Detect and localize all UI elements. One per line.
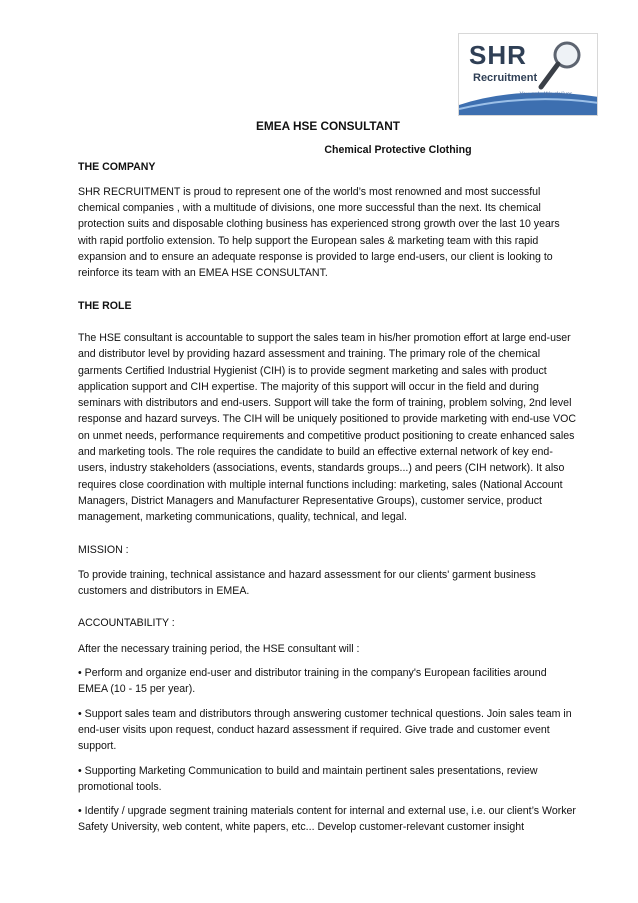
- bullet-item: • Identify / upgrade segment training materials content for internal and external use, i.e. our client’s Worker Safety University, web content, white papers, etc... Develop customer-relevant customer insight: [78, 805, 576, 834]
- document-body: [78, 118, 578, 836]
- logo-brand: SHR: [469, 40, 527, 70]
- document-subtitle: Chemical Protective Clothing: [324, 144, 472, 157]
- company-heading: THE COMPANY: [78, 160, 156, 173]
- mission-heading: MISSION :: [78, 543, 129, 556]
- document-title: EMEA HSE CONSULTANT: [256, 119, 400, 133]
- logo-tagline: You ask. We deliver: [519, 92, 572, 98]
- magnifying-glass-icon: [537, 39, 587, 94]
- role-heading: THE ROLE: [78, 299, 132, 312]
- company-paragraph: SHR RECRUITMENT is proud to represent one of the world’s most renowned and most successful chemical companies , with a multitude of divisions, one more successful than the next. Its chemical protection suits and disposable clothing business has experienced strong growth over the last 10 years with rapid portfolio extension. To help support the European sales & marketing team with this rapid expansion and to ensure an adequate response is provided to large end-users, our client is looking to reinforce its team with an EMEA HSE CONSULTANT.: [78, 185, 560, 280]
- logo-subtitle: Recruitment: [473, 72, 538, 84]
- role-paragraph: The HSE consultant is accountable to support the sales team in his/her promotion effort at large end-user and distributor level by providing hazard assessment and training. The primary role of the chemical garments Certified Industrial Hygienist (CIH) is to provide segment marketing and sales with product application support and CIH expertise. The majority of this support will occur in the field and during seminars with distributors and end-users. Support will take the form of training, problem solving, 2nd level response and hazard surveys. The CIH will be uniquely positioned to provide marketing with end-use VOC on unmet needs, performance requirements and competitive product positioning to create enhanced sales and marketing tools. The role requires the candidate to build an effective external network of key end-users, industry stakeholders (associations, events, standards groups...) and peers (CIH network). It also requires close coordination with multiple internal functions including: marketing, sales (National Account Managers, District Managers and Manufacturer Representative Groups), customer service, product management, marketing communications, quality, technical, and legal.: [78, 331, 576, 524]
- accountability-heading: ACCOUNTABILITY :: [78, 617, 175, 630]
- bullet-item: • Support sales team and distributors through answering customer technical questions. Join sales team in end-user visits upon request, conduct hazard assessment if required. Give trade and customer event support.: [78, 707, 572, 753]
- mission-paragraph: To provide training, technical assistance and hazard assessment for our clients' garment business customers and distributors in EMEA.: [78, 568, 536, 598]
- accountability-intro: After the necessary training period, the HSE consultant will :: [78, 642, 360, 655]
- company-logo: [458, 33, 598, 116]
- bullet-item: • Supporting Marketing Communication to build and maintain pertinent sales presentations, review promotional tools.: [78, 764, 538, 793]
- bullet-item: • Perform and organize end-user and distributor training in the company's European facilities around EMEA (10 - 15 per year).: [78, 667, 547, 696]
